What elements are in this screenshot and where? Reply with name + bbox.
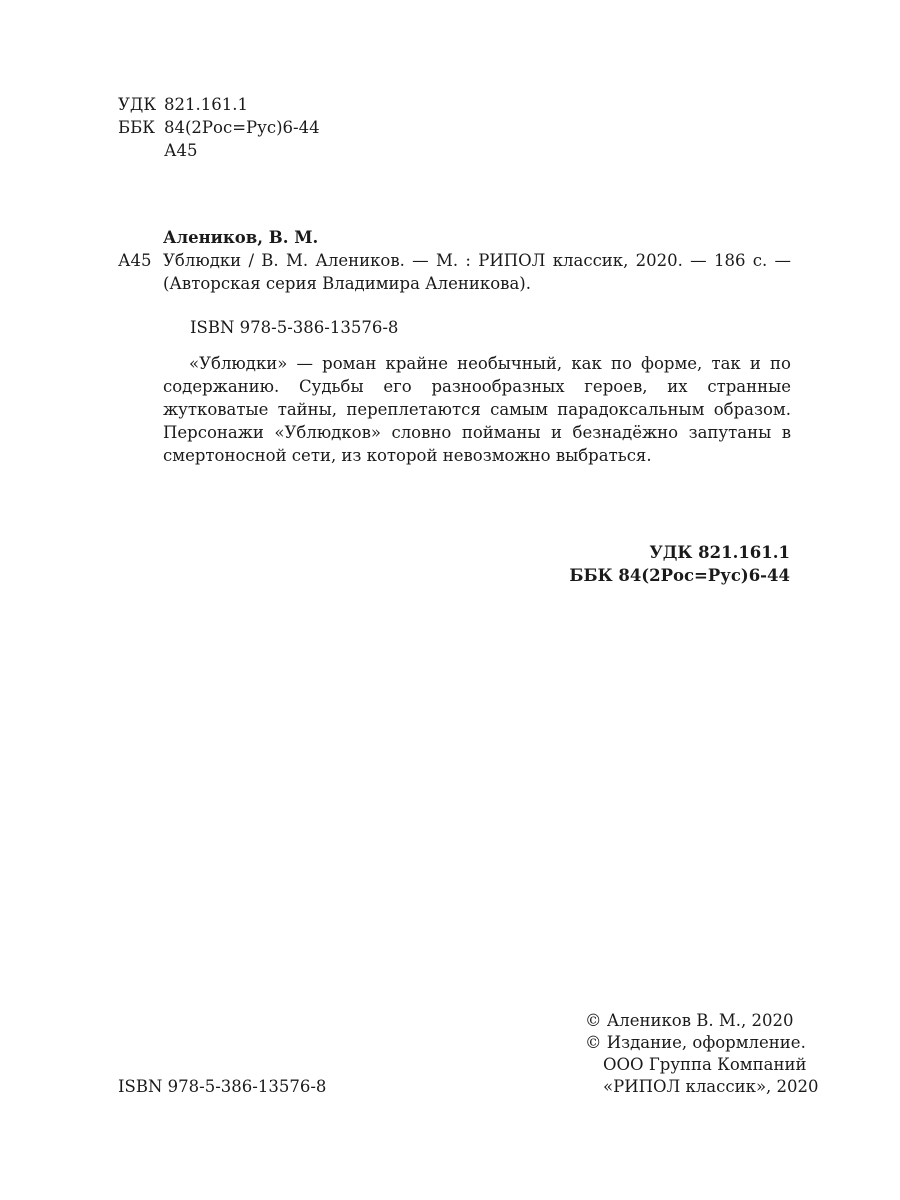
entry-series: (Авторская серия Владимира Аленикова). [163, 274, 531, 293]
bbk-value: 84(2Рос=Рус)6-44 [164, 118, 320, 137]
entry-isbn: ISBN 978-5-386-13576-8 [190, 318, 399, 337]
copyright-author: © Алеников В. М., 2020 [585, 1011, 794, 1030]
udk-value: 821.161.1 [164, 95, 248, 114]
index-udk: УДК 821.161.1 [649, 543, 790, 562]
entry-line1: Ублюдки / В. М. Алеников. — М. : РИПОЛ классик, 2020. — 186 с. — [163, 251, 791, 270]
entry-mark: А45 [118, 251, 152, 270]
udk-row [118, 93, 248, 116]
copyright-edition: © Издание, оформление. [585, 1033, 806, 1052]
annotation-text: «Ублюдки» — роман крайне необычный, как по форме, так и по содержанию. Судьбы его разнообразных героев, их странные жутковатые тайны, переплетаются самым парадоксальным образом. Персонажи «Ублюдков» словно пойманы и безнадёжно запутаны в смертоносной сети, из которой невозможно выбраться. [163, 354, 791, 465]
udk-label: УДК [118, 95, 157, 114]
copyright-company: ООО Группа Компаний [603, 1055, 807, 1074]
author-mark: А45 [164, 141, 198, 160]
annotation [163, 352, 791, 467]
copyright-publisher: «РИПОЛ классик», 2020 [603, 1077, 819, 1096]
entry-description-line1 [163, 249, 791, 272]
bbk-label: ББК [118, 118, 156, 137]
entry-author: Алеников, В. М. [163, 228, 319, 247]
index-bbk: ББК 84(2Рос=Рус)6-44 [569, 566, 790, 585]
footer-isbn: ISBN 978-5-386-13576-8 [118, 1077, 327, 1096]
bbk-row [118, 116, 320, 139]
